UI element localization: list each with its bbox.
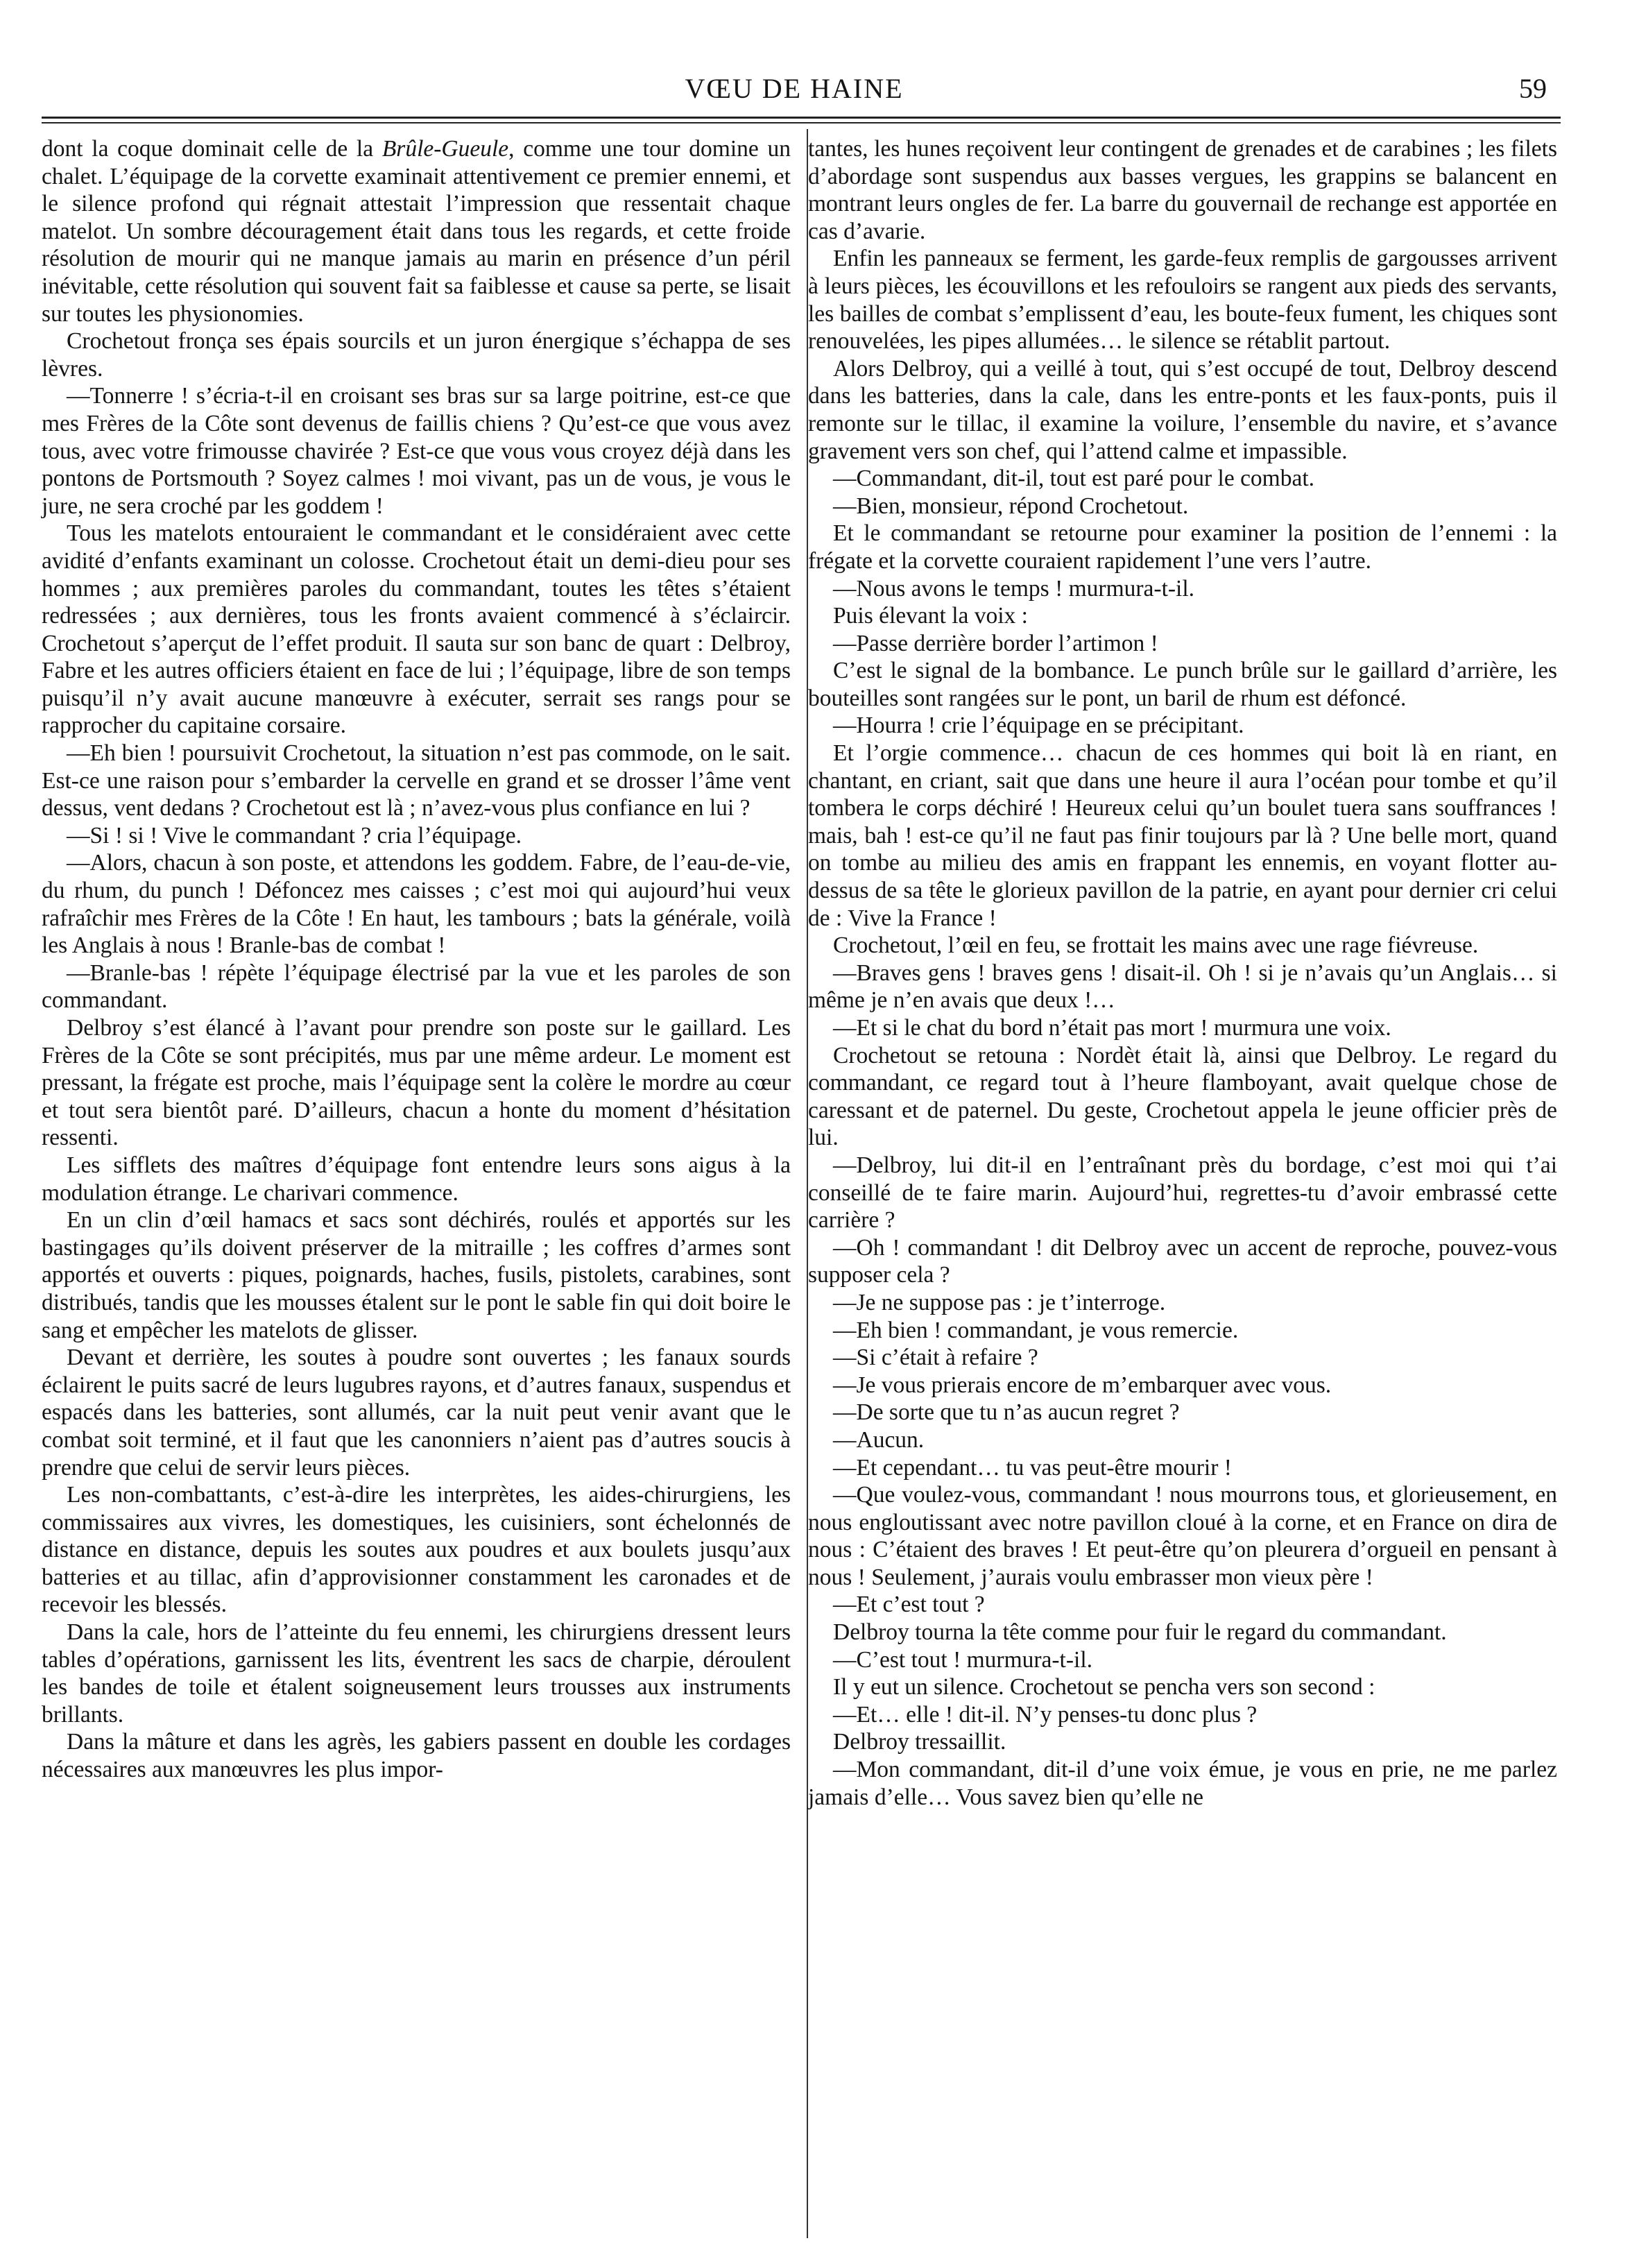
paragraph: —C’est tout ! murmura-t-il. [833,1646,1093,1673]
paragraph: —Hourra ! crie l’équipage en se précipitant. [833,713,1244,739]
paragraph: Delbroy tourna la tête comme pour fuir le regard du commandant. [833,1619,1447,1646]
page-number: 59 [1519,73,1547,104]
paragraph: —Delbroy, lui dit-il en l’entraînant près du bordage, c’est moi qui t’ai conseillé de te faire marin. Aujourd’hui, regrettes-tu d’avoir embrassé cette carrière ? [808,1152,1557,1234]
paragraph: Puis élevant la voix : [833,603,1028,629]
paragraph: —Que voulez-vous, commandant ! nous mourrons tous, et glorieusement, en nous engloutissant avec notre pavillon cloué à la corne, et en France on dira de nous : C’étaient des braves ! Et peut-être qu’on pleurera d’orgueil en pensant à nous ! Seulement, j’aurais voulu embrasser mon vieux père ! [808,1482,1557,1590]
paragraph: C’est le signal de la bombance. Le punch brûle sur le gaillard d’arrière, les bouteilles sont rangées sur le pont, un baril de rhum est défoncé. [808,658,1557,711]
paragraph: Delbroy s’est élancé à l’avant pour prendre son poste sur le gaillard. Les Frères de la Côte se sont précipités, mus par une même ardeur. Le moment est pressant, la frégate est proche, mais l’équipage sent la colère le mordre au cœur et tout sera bientôt paré. D’ailleurs, chacun a honte du moment d’hésitation ressenti. [42,1015,791,1151]
paragraph: —Aucun. [833,1426,925,1453]
paragraph: —Passe derrière border l’artimon ! [833,630,1158,656]
paragraph: —Commandant, dit-il, tout est paré pour le combat. [833,466,1315,492]
running-title: VŒU DE HAINE [685,73,904,104]
paragraph: —Je vous prierais encore de m’embarquer avec vous. [833,1372,1332,1398]
paragraph: —Et cependant… tu vas peut-être mourir ! [833,1454,1232,1481]
paragraph: Crochetout se retouna : Nordèt était là, ainsi que Delbroy. Le regard du commandant, ce regard tout à l’heure flamboyant, avait quelque chose de caressant et de paternel. Du geste, Crochetout appela le jeune officier près de lui. [808,1042,1557,1151]
paragraph: —Si ! si ! Vive le commandant ? cria l’équipage. [67,822,522,849]
paragraph: —Si c’était à refaire ? [833,1345,1038,1371]
paragraph: —Eh bien ! poursuivit Crochetout, la situation n’est pas commode, on le sait. Est-ce une raison pour s’embarder la cervelle en grand et se drosser l’âme vent dessus, vent dedans ? Crochetout est là ; n’avez-vous plus confiance en lui ? [42,740,791,821]
header-rule-thin [42,122,1561,123]
paragraph: —Alors, chacun à son poste, et attendons les goddem. Fabre, de l’eau-de-vie, du rhum, du punch ! Défoncez mes caisses ; c’est moi qui aujourd’hui veux rafraîchir mes Frères de la Côte ! En haut, les tambours ; bats la générale, voilà les Anglais à nous ! Branle-bas de combat ! [42,850,791,959]
paragraph: En un clin d’œil hamacs et sacs sont déchirés, roulés et apportés sur les bastingages qu’ils doivent préserver de la mitraille ; les coffres d’armes sont apportés et ouverts : piques, poignards, haches, fusils, pistolets, carabines, sont distribués, tandis que les mousses étalent sur le pont le sable fin qui doit boire le sang et empêcher les matelots de glisser. [42,1207,791,1343]
right-column [808,135,1557,1811]
paragraph: Crochetout, l’œil en feu, se frottait les mains avec une rage fiévreuse. [833,932,1479,959]
paragraph: Et le commandant se retourne pour examiner la position de l’ennemi : la frégate et la corvette couraient rapidement l’une vers l’autre. [808,520,1557,574]
paragraph: —Et si le chat du bord n’était pas mort ! murmura une voix. [833,1015,1391,1041]
paragraph: —Et… elle ! dit-il. N’y penses-tu donc plus ? [833,1701,1258,1728]
paragraph: —Je ne suppose pas : je t’interroge. [833,1289,1166,1315]
paragraph: —Nous avons le temps ! murmura-t-il. [833,575,1195,602]
header-rule [42,117,1561,119]
paragraph: dont la coque dominait celle de la Brûle-Gueule, comme une tour domine un chalet. L’équipage de la corvette examinait attentivement ce premier ennemi, et le silence profond qui régnait attestait l’impression que ressentait chaque matelot. Un sombre découragement était dans tous les regards, et cette froide résolution de mourir qui ne manque jamais au marin en présence d’un péril inévitable, cette résolution qui souvent fait sa faiblesse et cause sa perte, se lisait sur toutes les physionomies. [42,136,791,327]
paragraph: —Bien, monsieur, répond Crochetout. [833,493,1189,519]
paragraph: Alors Delbroy, qui a veillé à tout, qui s’est occupé de tout, Delbroy descend dans les batteries, dans la cale, dans les entre-ponts et les faux-ponts, puis il remonte sur le tillac, il examine la voilure, l’ensemble du navire, et s’avance gravement vers son chef, qui l’attend calme et impassible. [808,355,1557,464]
left-column [42,135,791,1784]
paragraph: Les non-combattants, c’est-à-dire les interprètes, les aides-chirurgiens, les commissaires aux vivres, les domestiques, les cuisiniers, sont échelonnés de distance en distance, depuis les soutes aux poudres et aux boulets jusqu’aux batteries et au tillac, afin d’approvisionner constamment les caronades et de recevoir les blessés. [42,1482,791,1618]
paragraph: —Et c’est tout ? [833,1592,985,1618]
paragraph: —Tonnerre ! s’écria-t-il en croisant ses bras sur sa large poitrine, est-ce que mes Frères de la Côte sont devenus de faillis chiens ? Qu’est-ce que vous avez tous, avec votre frimousse chavirée ? Est-ce que vous vous croyez déjà dans les pontons de Portsmouth ? Soyez calmes ! moi vivant, pas un de vous, je vous le jure, ne sera croché par les goddem ! [42,383,791,519]
ship-name: Brûle-Gueule [381,136,509,162]
page-header [42,64,1547,114]
paragraph: —Oh ! commandant ! dit Delbroy avec un accent de reproche, pouvez-vous supposer cela ? [808,1234,1557,1288]
paragraph: —Branle-bas ! répète l’équipage électrisé par la vue et les paroles de son commandant. [42,960,791,1014]
paragraph: —Eh bien ! commandant, je vous remercie. [833,1317,1239,1343]
paragraph: tantes, les hunes reçoivent leur contingent de grenades et de carabines ; les filets d’abordage sont suspendus aux basses vergues, les grappins se balancent en montrant leurs ongles de fer. La barre du gouvernail de rechange est apportée en cas d’avarie. [808,136,1557,244]
paragraph: Dans la mâture et dans les agrès, les gabiers passent en double les cordages nécessaires aux manœuvres les plus impor- [42,1729,791,1783]
paragraph: Et l’orgie commence… chacun de ces hommes qui boit là en riant, en chantant, en criant, sait que dans une heure il aura l’océan pour tombe et qu’il tombera le corps déchiré ! Heureux celui qu’un boulet tuera sans souffrances ! mais, bah ! est-ce qu’il ne faut pas finir toujours par là ? Une belle mort, quand on tombe au milieu des amis en frappant les ennemis, en voyant flotter au-dessus de sa tête le glorieux pavillon de la patrie, en ayant pour dernier cri celui de : Vive la France ! [808,740,1557,931]
paragraph: Delbroy tressaillit. [833,1729,1006,1755]
paragraph: Dans la cale, hors de l’atteinte du feu ennemi, les chirurgiens dressent leurs tables d’opérations, garnissent les lits, éventrent les sacs de charpie, déroulent les bandes de toile et étalent soigneusement leurs trousses aux instruments brillants. [42,1619,791,1728]
paragraph: Devant et derrière, les soutes à poudre sont ouvertes ; les fanaux sourds éclairent le puits sacré de leurs lugubres rayons, et d’autres fanaux, suspendus et espacés dans les batteries, sont allumés, car la nuit peut venir avant que le combat soit terminé, et il faut que les canonniers n’aient pas d’autres soucis à prendre que celui de servir leurs pièces. [42,1345,791,1481]
paragraph: Enfin les panneaux se ferment, les garde-feux remplis de gargousses arrivent à leurs pièces, les écouvillons et les refouloirs se rangent aux pieds des servants, les bailles de combat s’emplissent d’eau, les boute-feux fument, les chiques sont renouvelées, les pipes allumées… le silence se rétablit partout. [808,246,1557,355]
paragraph: Tous les matelots entouraient le commandant et le considéraient avec cette avidité d’enfants examinant un colosse. Crochetout était un demi-dieu pour ses hommes ; aux premières paroles du commandant, toutes les têtes s’étaient redressées ; aux dernières, tous les fronts avaient commencé à s’éclaircir. Crochetout s’aperçut de l’effet produit. Il sauta sur son banc de quart : Delbroy, Fabre et les autres officiers étaient en face de lui ; l’équipage, libre de son temps puisqu’il n’y avait aucune manœuvre à exécuter, serrait ses rangs pour se rapprocher du capitaine corsaire. [42,520,791,739]
paragraph: Les sifflets des maîtres d’équipage font entendre leurs sons aigus à la modulation étrange. Le charivari commence. [42,1152,791,1206]
paragraph: —De sorte que tu n’as aucun regret ? [833,1399,1180,1426]
paragraph: Crochetout fronça ses épais sourcils et un juron énergique s’échappa de ses lèvres. [42,328,791,382]
paragraph: —Mon commandant, dit-il d’une voix émue, je vous en prie, ne me parlez jamais d’elle… Vous savez bien qu’elle ne [808,1757,1557,1810]
paragraph: Il y eut un silence. Crochetout se pencha vers son second : [833,1674,1375,1700]
paragraph: —Braves gens ! braves gens ! disait-il. Oh ! si je n’avais qu’un Anglais… si même je n’en avais que deux !… [808,960,1557,1014]
